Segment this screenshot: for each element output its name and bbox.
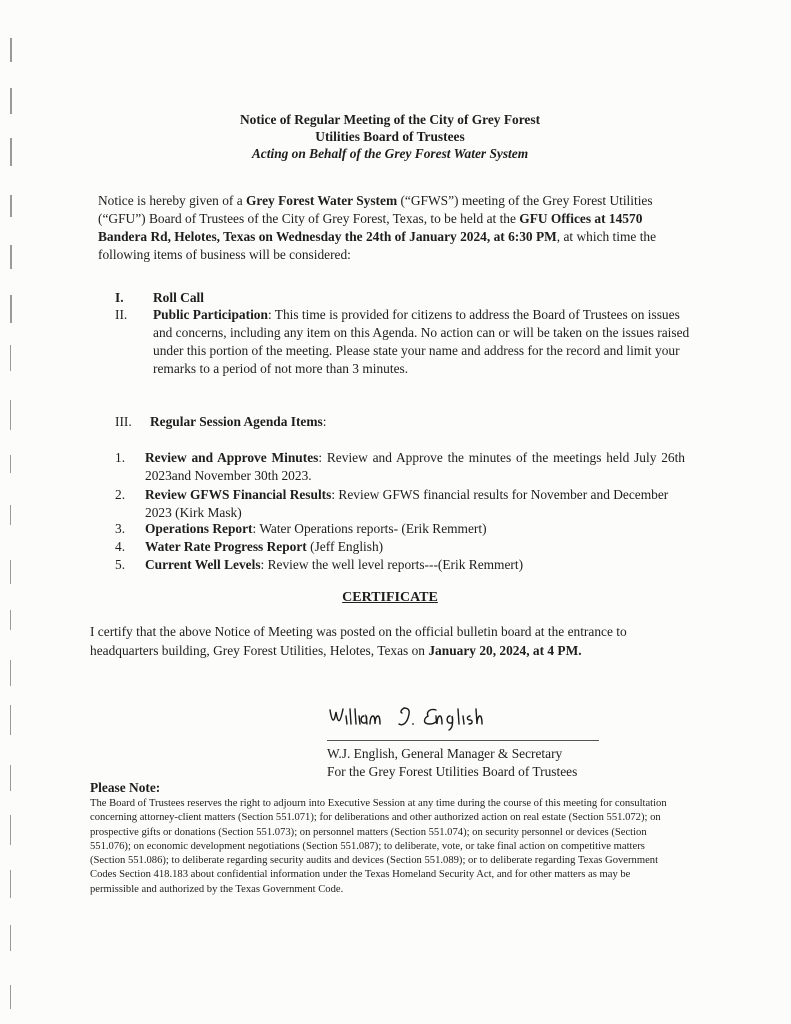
agenda-item-number: 2. xyxy=(115,487,126,502)
agenda-item-label: Operations Report xyxy=(145,521,253,536)
agenda-item-label: Current Well Levels xyxy=(145,557,261,572)
certificate-statement xyxy=(90,622,690,660)
agenda-item-body xyxy=(145,538,685,556)
agenda-item-text: : Review the well level reports---(Erik Remmert) xyxy=(260,557,524,572)
intro-text-1: Notice is hereby given of a xyxy=(98,193,246,208)
signer-organization: For the Grey Forest Utilities Board of Trustees xyxy=(327,764,578,779)
handwritten-signature xyxy=(320,700,540,732)
agenda-item-number: 1. xyxy=(115,450,126,465)
intro-meeting-location-time: GFU Offices at 14570 Bandera Rd, Helotes, Texas on Wednesday the 24th of January 2024, at 6:30 PM xyxy=(98,211,643,244)
notice-title-block xyxy=(90,111,690,162)
roman-item-label: Roll Call xyxy=(153,290,204,305)
notice-intro-paragraph xyxy=(98,192,688,264)
certificate-posting-date: January 20, 2024, at 4 PM. xyxy=(428,643,582,658)
roman-item-number: II. xyxy=(115,307,128,322)
agenda-item-text: : Water Operations reports- (Erik Remmert) xyxy=(252,521,487,536)
roman-item-body xyxy=(153,306,693,378)
agenda-item-body xyxy=(145,449,685,485)
note-body: The Board of Trustees reserves the right to adjourn into Executive Session at any time during the course of this meeting for consultation concerning attorney-client matters (Section 551.071); for deliberations and other authorized action on real estate (Section 551.072); on prospective gifts or donations (Section 551.073); on personnel matters (Section 551.074); on security personnel or devices (Section 551.076); on economic development negotiations (Section 551.087); to deliberate, vote, or take final action on competitive matters (Section 551.086); to deliberate regarding security audits and devices (Section 551.089); or to deliberate regarding Texas Government Codes Section 418.183 about confidential information under the Texas Homeland Security Act, and for other matters as may be permissible and authorized by the Texas Government Code. xyxy=(90,798,667,895)
title-line-2: Utilities Board of Trustees xyxy=(315,129,465,144)
title-subtitle: Acting on Behalf of the Grey Forest Water System xyxy=(251,146,529,161)
roman-item-number: III. xyxy=(115,414,132,429)
agenda-item-body xyxy=(145,556,685,574)
scan-edge-marks xyxy=(0,0,40,1024)
roman-item-body xyxy=(150,413,690,431)
roman-item-text: : This time is provided for citizens to address the Board of Trustees on issues and concerns, including any item on this Agenda. No action can or will be taken on the issues raised under this portion of the meeting. Please state your name and address for the record and limit your remarks to a period of not more than 3 minutes. xyxy=(153,307,690,376)
roman-item-label: Public Participation xyxy=(153,307,268,322)
agenda-item-text: : Review and Approve the minutes of the meetings held July 26th 2023and November 30th 2023. xyxy=(145,450,685,483)
intro-text-2: (“GFWS”) meeting of the Grey Forest Utilities (“GFU”) Board of Trustees of the City of Grey Forest, Texas, to be held at the xyxy=(98,193,653,226)
agenda-item-text: (Jeff English) xyxy=(306,539,384,554)
roman-item-label: Regular Session Agenda Items xyxy=(150,414,323,429)
certificate-text: I certify that the above Notice of Meeting was posted on the official bulletin board at the entrance to headquarters building, Grey Forest Utilities, Helotes, Texas on xyxy=(90,624,627,658)
certificate-heading: CERTIFICATE xyxy=(342,590,438,605)
agenda-item-label: Review GFWS Financial Results xyxy=(145,487,332,502)
title-line-1: Notice of Regular Meeting of the City of Grey Forest xyxy=(239,112,541,127)
agenda-item-number: 5. xyxy=(115,557,126,572)
agenda-item-body xyxy=(145,520,685,538)
agenda-item-body xyxy=(145,486,685,522)
agenda-item-number: 3. xyxy=(115,521,126,536)
signature-line xyxy=(327,740,599,741)
intro-system-name: Grey Forest Water System xyxy=(246,193,398,208)
intro-text-3: , at which time the following items of business will be considered: xyxy=(98,229,657,262)
agenda-item-label: Review and Approve Minutes xyxy=(145,450,319,465)
agenda-item-number: 4. xyxy=(115,539,126,554)
roman-item-text: : xyxy=(322,414,327,429)
roman-item-body xyxy=(153,289,688,307)
roman-item-number: I. xyxy=(115,290,124,305)
signer-block xyxy=(327,745,647,781)
signer-name-title: W.J. English, General Manager & Secretary xyxy=(327,746,563,761)
note-heading: Please Note: xyxy=(90,780,161,795)
agenda-item-label: Water Rate Progress Report xyxy=(145,539,307,554)
agenda-item-text: : Review GFWS financial results for November and December 2023 (Kirk Mask) xyxy=(145,487,669,520)
